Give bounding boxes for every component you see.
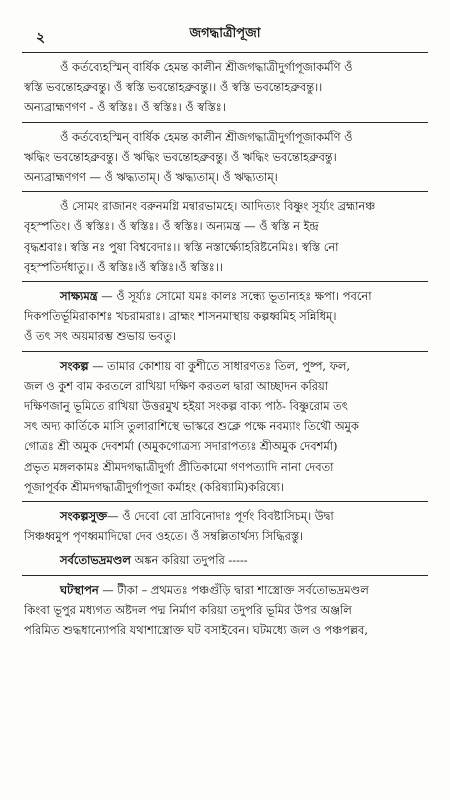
text-line: দক্ষিণজানু ভূমিতে রাখিয়া উত্তরমুখ হইয়া সংকল্প বাক্য পাঠ- বিষ্ণুরোম তৎ [24,399,348,414]
line-text: — টীকা – প্রথমতঃ পঞ্চগুঁড়ি দ্বারা শাস্ত্রোক্ত সর্বতোভদ্রমণ্ডল [98,582,369,597]
paragraph-sankalpa-sukta [22,506,428,546]
line-text: অঙ্কন করিয়া তদুপরি ----- [130,553,248,568]
section-divider [22,191,428,192]
paragraph-ghatasthapana [22,580,428,641]
text-line: ওঁ সোমং রাজানং বরুনমগ্নি মন্বারভামহে। আদিত্যং বিষ্ণুং সূর্য্যং ব্রহ্মানঞ্চ [60,199,376,214]
text-line [24,506,426,526]
text-line: স্বস্তি ভবন্তোহব্রুবন্তু। ওঁ স্বস্তি ভবন্তোহব্রুবন্তু।। ওঁ স্বস্তি ভবন্তোহব্রুবন্তু।। [24,80,323,95]
paragraph-sakshya-mantra [22,286,428,347]
text-line: ওঁ তৎ সৎ অয়মারম্ভ শুভায় ভবতু। [24,329,176,344]
section-term: সংকল্প [60,358,89,373]
text-line: কিংবা ভূপুর মধ্যগত অষ্টদল পদ্ম নির্মাণ করিয়া তদুপরি ভূমির উপর অঞ্জলি [24,602,352,617]
text-line [24,286,426,306]
line-text: — তামার কোশায় বা কুশীতে সাধারণতঃ তিল, পুষ্প, ফল, [88,358,351,373]
text-line: জল ও কুশ বাম করতলে রাখিয়া দক্ষিণ করতল দ্বারা আচ্ছাদন করিয়া [24,378,329,393]
running-title: জগদ্ধাত্রীপূজা [189,26,261,41]
line-text: — ওঁ দেবো বো দ্রাবিনোদাঃ পূর্ণং বিবষ্টাসিচম্‌। উদ্বা [107,509,334,524]
text-line: অন্যব্রাহ্মণগণ — ওঁ ঋদ্ধ্যতাম্‌। ওঁ ঋদ্ধ্যতাম্‌। ওঁ ঋদ্ধ্যতাম্‌। [24,170,278,185]
text-line: ঋদ্ধিং ভবন্তোহব্রুবন্তু। ওঁ ঋদ্ধিং ভবন্তোহব্রুবন্তু। ওঁ ঋদ্ধিং ভবন্তোহব্রুবন্তু। [24,149,337,164]
section-divider [22,351,428,352]
section-term: সংকল্পসুক্ত [60,509,108,524]
text-line: পূজাপূর্বক শ্রীমদগদ্ধাত্রীদুর্গাপূজা কর্মাহং (করিষ্যামি)করিষ্যে। [24,479,285,494]
section-term: ঘটস্থাপন [60,582,99,597]
page-number: ২ [36,30,46,46]
text-line: পরিমিত শুদ্ধধান্যোপরি যথাশাস্ত্রোক্ত ঘট বসাইবেন। ঘটমধ্যে জল ও পঞ্চপল্লব, [24,623,368,638]
page-header [22,22,428,48]
section-term: সর্বতোভদ্রমণ্ডল [60,553,131,568]
text-line: ওঁ কর্তব্যেহস্মিন্‌ বার্ষিক হেমন্ত কালীন শ্রীজগদ্ধাত্রীদুর্গাপূজাকর্মণি ওঁ [60,60,353,74]
section-divider [22,501,428,502]
header-divider [22,52,428,53]
text-line: দিকপতির্ভূমিরাকাশঃ খচরামরাঃ। ব্রাহ্মং শাসনমাস্থায় কল্পধ্বমিহ সন্নিধিম্‌। [24,309,337,324]
text-line: প্রভৃত মঙ্গলকামঃ শ্রীমদগদ্ধাত্রীদুর্গা প্রীতিকামো গণপত্যাদি নানা দেবতা [24,459,334,474]
paragraph-riddhi [22,127,428,188]
text-line: বৃদ্ধশ্রবাঃ। স্বস্তি নঃ পুষা বিশ্ববেদাঃ।। স্বস্তি নস্তার্ক্ষ্যোহরিষ্টনেমিঃ। স্বস্তি নো [24,239,339,254]
section-term: সাক্ষ্যমন্ত্র [60,289,98,304]
section-divider [22,122,428,123]
text-line: অন্যব্রাহ্মণগণ - ওঁ স্বস্তিঃ। ওঁ স্বস্তিঃ। ওঁ স্বস্তিঃ। [24,100,226,115]
text-line [24,550,426,570]
text-line [24,580,426,600]
paragraph-sarvatobhadra [22,550,428,570]
paragraph-svasti [22,57,428,118]
paragraph-sankalpa [22,356,428,497]
text-line: সিঞ্চধ্বমুপ পৃণধ্বমাদিদ্বো দেব ওহতে। ওঁ সম্বল্লিতার্থস্য সিদ্ধিরস্তু। [24,529,304,544]
text-line: সৎ অদ্য কার্তিকে মাসি তুলারাশিস্থে ভাস্করে শুক্লে পক্ষে নবম্যাং তিথৌ অমুক [24,419,359,434]
line-text: — ওঁ সূর্য্যঃ সোমো যমঃ কালঃ সন্ধ্যে ভূতান্যহঃ ক্ষপা। পবনো [97,289,372,304]
section-divider [22,575,428,576]
paragraph-somam [22,196,428,277]
text-line: গোত্রঃ শ্রী অমুক দেবশর্মা (অমুকগোত্রস্য সদারাপত্যঃ শ্রীঅমুক দেবশর্মা) [24,439,338,454]
text-line: বৃহস্পতিং। ওঁ স্বস্তিঃ। ওঁ স্বস্তিঃ। ওঁ স্বস্তিঃ। অন্যমন্ত্র — ওঁ স্বস্তি ন ইন্দ্র [24,219,319,234]
section-divider [22,281,428,282]
text-line [24,356,426,376]
text-line: ওঁ কর্তব্যেহস্মিন্‌ বার্ষিক হেমন্ত কালীন শ্রীজগদ্ধাত্রীদুর্গাপূজাকর্মণি ওঁ [60,129,353,144]
text-line: বৃহস্পতির্দধাতু।। ওঁ স্বস্তিঃ।ওঁ স্বস্তিঃ।ওঁ স্বস্তিঃ।। [24,259,223,274]
